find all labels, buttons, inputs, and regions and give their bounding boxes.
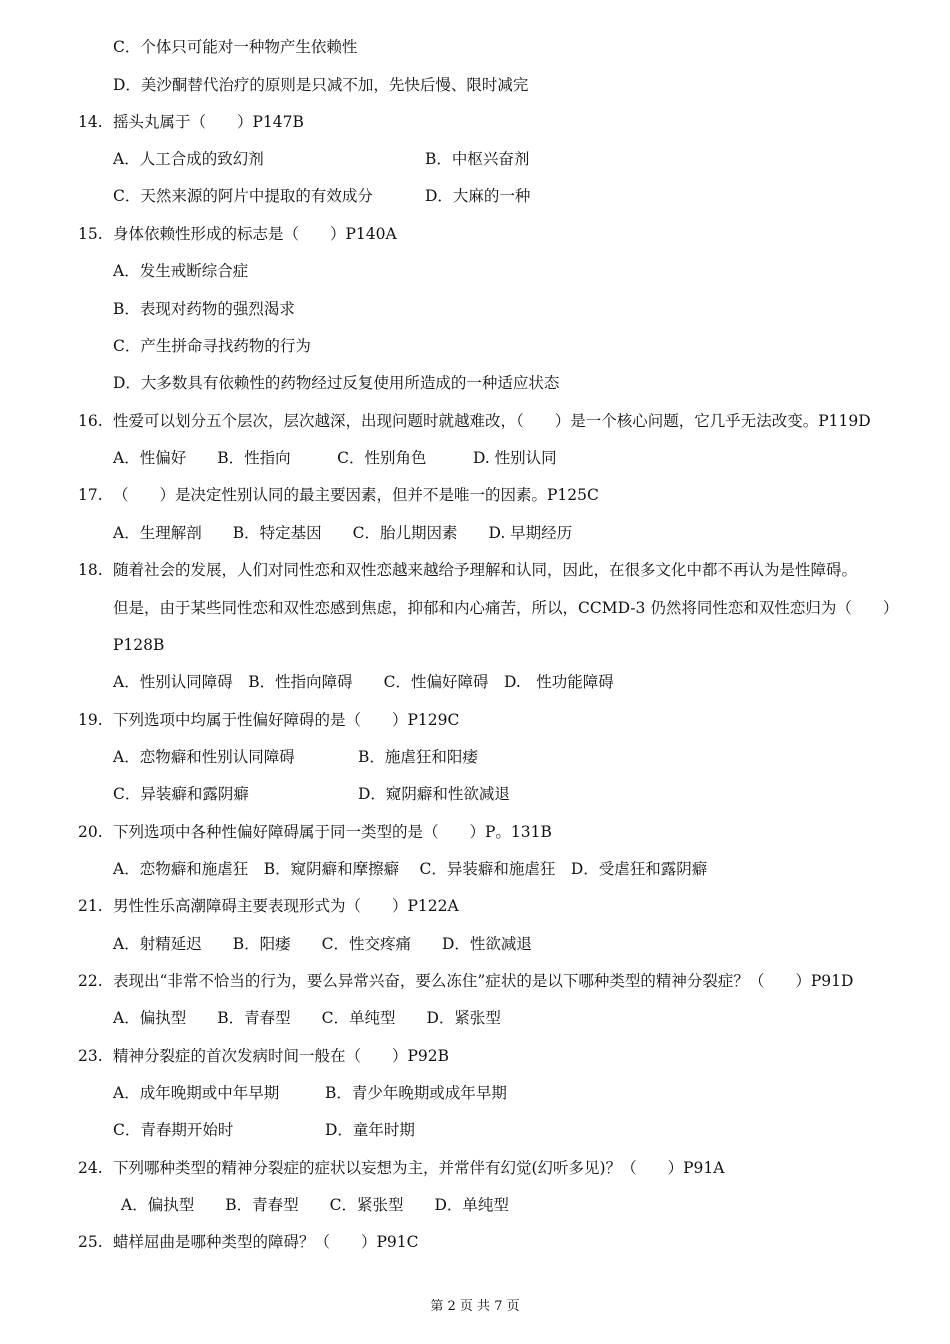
option-text: C．异装癖和露阴癖: [113, 785, 249, 803]
option-text: D．美沙酮替代治疗的原则是只减不加，先快后慢、限时减完: [113, 76, 529, 94]
question-text: 下列哪种类型的精神分裂症的症状以妄想为主，并常伴有幻觉(幻听多见)？（ ）P91A: [113, 1159, 725, 1177]
question-number: 22.: [78, 972, 103, 990]
question-text: 身体依赖性形成的标志是（ ）P140A: [113, 225, 397, 243]
question-text: 下列选项中各种性偏好障碍属于同一类型的是（ ）P。131B: [113, 823, 552, 841]
question-text: 下列选项中均属于性偏好障碍的是（ ）P129C: [113, 711, 460, 729]
question-number: 15.: [78, 225, 103, 243]
option-text: A．发生戒断综合症: [113, 262, 249, 280]
option-text: A．偏执型 B．青春型 C．紧张型 D．单纯型: [121, 1196, 509, 1214]
option-text: A．成年晚期或中年早期: [113, 1084, 280, 1102]
option-text: C．个体只可能对一种物产生依赖性: [113, 38, 358, 56]
option-text: A．人工合成的致幻剂: [113, 150, 264, 168]
question-text: （ ）是决定性别认同的最主要因素，但并不是唯一的因素。P125C: [113, 486, 599, 504]
option-text: A．恋物癖和性别认同障碍: [113, 748, 295, 766]
option-text: D．大麻的一种: [425, 187, 531, 205]
question-number: 23.: [78, 1047, 103, 1065]
question-number: 18.: [78, 561, 103, 579]
question-number: 21.: [78, 897, 103, 915]
option-text: A．性别认同障碍 B．性指向障碍 C．性偏好障碍 D. 性功能障碍: [113, 673, 614, 691]
option-text: B．施虐狂和阳痿: [358, 748, 478, 766]
option-text: B．青少年晚期或成年早期: [325, 1084, 507, 1102]
question-number: 17.: [78, 486, 103, 504]
question-text: 精神分裂症的首次发病时间一般在（ ）P92B: [113, 1047, 450, 1065]
option-text: D．大多数具有依赖性的药物经过反复使用所造成的一种适应状态: [113, 374, 560, 392]
option-text: A．偏执型 B．青春型 C．单纯型 D．紧张型: [113, 1009, 501, 1027]
option-text: B．中枢兴奋剂: [425, 150, 530, 168]
question-number: 16.: [78, 412, 103, 430]
question-text: 男性性乐高潮障碍主要表现形式为（ ）P122A: [113, 897, 459, 915]
option-text: C．产生拼命寻找药物的行为: [113, 337, 311, 355]
option-text: C．天然来源的阿片中提取的有效成分: [113, 187, 373, 205]
option-text: 但是，由于某些同性恋和双性恋感到焦虑，抑郁和内心痛苦，所以，CCMD-3 仍然将同性恋和双性恋归为（ ）: [113, 599, 899, 617]
question-text: 蜡样屈曲是哪种类型的障碍？（ ）P91C: [113, 1233, 419, 1251]
option-text: A．恋物癖和施虐狂 B．窥阴癖和摩擦癖 C．异装癖和施虐狂 D．受虐狂和露阴癖: [113, 860, 708, 878]
option-text: A．生理解剖 B．特定基因 C．胎儿期因素 D. 早期经历: [113, 524, 573, 542]
option-text: D．窥阴癖和性欲减退: [358, 785, 510, 803]
question-text: 摇头丸属于（ ）P147B: [113, 113, 304, 131]
option-text: A．射精延迟 B．阳痿 C．性交疼痛 D．性欲减退: [113, 935, 532, 953]
question-number: 19.: [78, 711, 103, 729]
question-number: 24.: [78, 1159, 103, 1177]
option-text: B．表现对药物的强烈渴求: [113, 300, 295, 318]
option-text: C．青春期开始时: [113, 1121, 234, 1139]
option-text: P128B: [113, 636, 165, 654]
question-text: 性爱可以划分五个层次，层次越深，出现问题时就越难改，（ ）是一个核心问题，它几乎无法改变。P119D: [113, 412, 871, 430]
question-text: 表现出“非常不恰当的行为，要么异常兴奋，要么冻住”症状的是以下哪种类型的精神分裂症？（ ）P91D: [113, 972, 854, 990]
question-number: 20.: [78, 823, 103, 841]
question-number: 14.: [78, 113, 103, 131]
option-text: A．性偏好 B．性指向 C．性别角色 D. 性别认同: [113, 449, 557, 467]
question-number: 25.: [78, 1233, 103, 1251]
question-text: 随着社会的发展，人们对同性恋和双性恋越来越给予理解和认同，因此，在很多文化中都不再认为是性障碍。: [113, 561, 858, 579]
option-text: D．童年时期: [325, 1121, 415, 1139]
page-footer: 第 2 页 共 7 页: [430, 1299, 520, 1314]
